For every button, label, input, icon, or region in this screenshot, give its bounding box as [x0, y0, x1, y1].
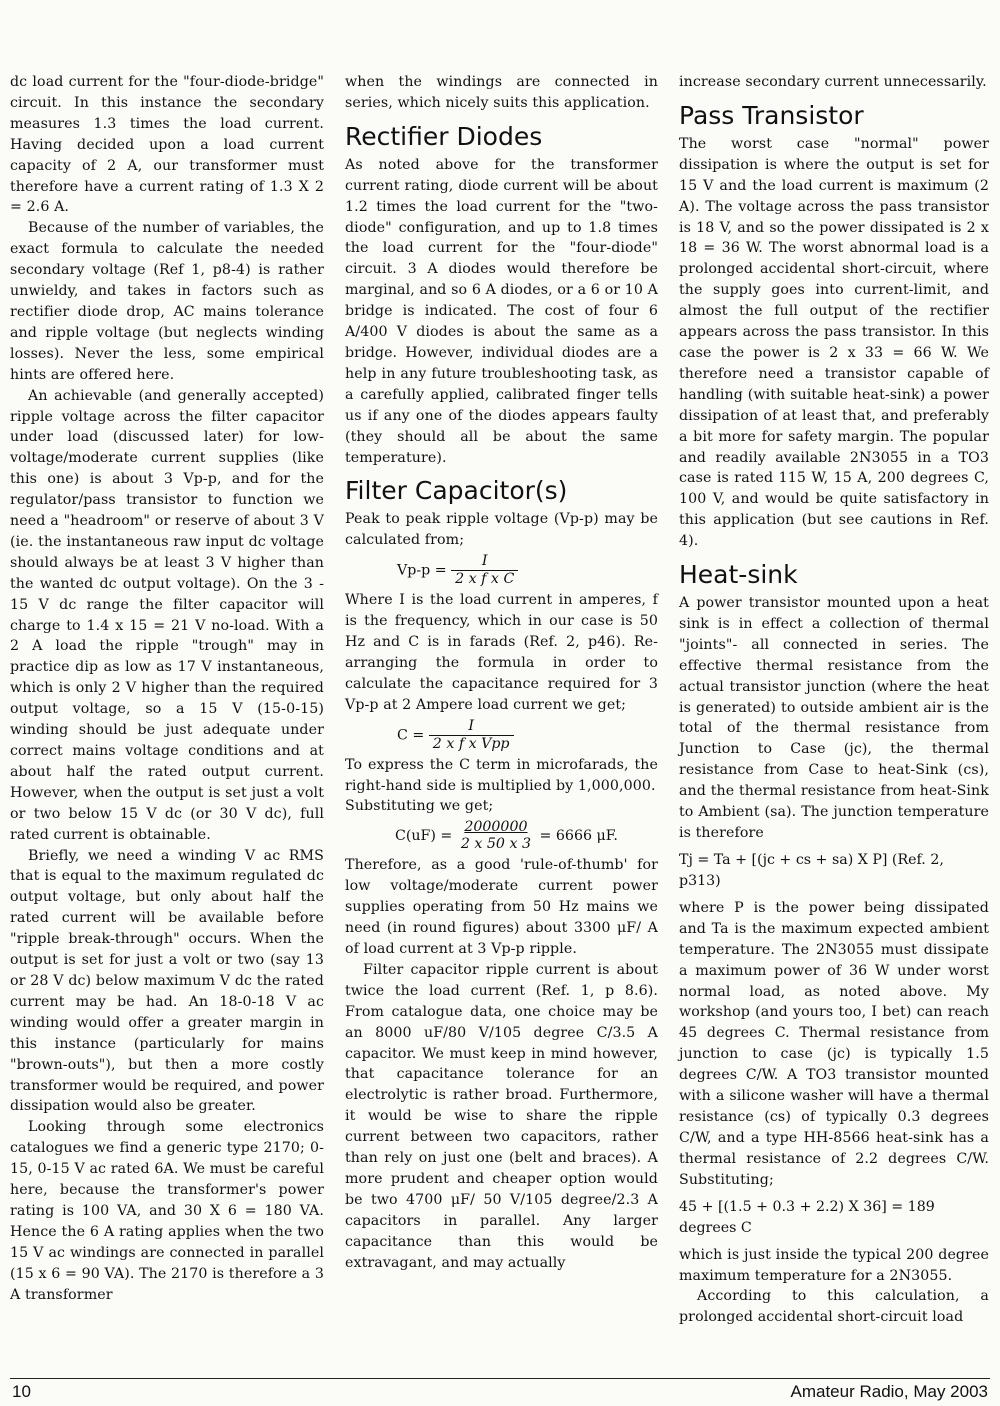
paragraph: The worst case "normal" power dissipation is where the output is set for 15 V and the load current is maximum (2 A). The voltage across the pass transistor is 18 V, and so the power dissipated is 2 x 18 = 36 W. The worst abnormal load is a prolonged accidental short-circuit, where the supply goes into current-limit, and almost the full output of the rectifier appears across the pass transistor. In this case the power is 2 x 33 = 66 W. We therefore need a transistor capable of handling (with suitable heat-sink) a power dissipation of at least that, and preferably a bit more for safety margin. The popular and readily available 2N3055 in a TO3 case is rated 115 W, 15 A, 200 degrees C, 100 V, and would be quite satisfactory in this application (but see cautions in Ref. 4).	[679, 135, 989, 550]
equation-junction-temp: Tj = Ta + [(jc + cs + sa) X P] (Ref. 2, p313)	[679, 851, 944, 889]
column-1	[10, 72, 324, 1305]
paragraph: when the windings are connected in series, which nicely suits this application.	[345, 74, 658, 111]
fraction: $\frac{I}{\text{2 x f x Vpp}}$	[429, 718, 514, 753]
footer-rule	[10, 1378, 990, 1379]
paragraph: Briefly, we need a winding V ac RMS that is equal to the maximum regulated dc output voltage, but only about half the rated current will be available before "ripple break-through" occurs. When the output is set for just a volt or two (say 13 or 28 V dc) below maximum V dc the rated current may be had. An 18-0-18 V ac winding would offer a greater margin in this instance (particularly for mains "brown-outs"), but then a more costly transformer would be required, and power dissipation would also be greater.	[10, 847, 324, 1115]
fraction: $\frac{2000000}{2 x 50 x 3}$	[460, 819, 531, 853]
paragraph: Substituting we get;	[345, 798, 494, 815]
paragraph: which is just inside the typical 200 degree maximum temperature for a 2N3055.	[679, 1246, 989, 1284]
paragraph: where P is the power being dissipated and Ta is the maximum expected ambient temperature. The 2N3055 must dissipate a maximum power of 36 W under worst normal load, as noted above. My workshop (and yours too, I bet) can reach 45 degrees C. Thermal resistance from junction to case (jc) is typically 1.5 degrees C/W. A TO3 transistor mounted with a silicone washer will have a thermal resistance (cs) of typically 0.3 degrees C/W, and a type HH-8566 heat-sink has a thermal resistance of 2.2 degrees C/W. Substituting;	[679, 899, 989, 1188]
column-2	[345, 72, 658, 1274]
column-3	[679, 72, 989, 1328]
paragraph: An achievable (and generally accepted) ripple voltage across the filter capacitor under load (discussed later) for low-voltage/moderate current supplies (like this one) is about 3 Vp-p, and for the regulator/pass transistor to function we need a "headroom" or reserve of about 3 V (ie. the instantaneous raw input dc voltage should always be at least 3 V higher than the wanted dc output voltage). On the 3 - 15 V dc range the filter capacitor will charge to 1.4 x 15 = 21 V no-load. With a 2 A load the ripple "trough" may in practice dip as low as 17 V instantaneous, which is only 2 V higher than the required output voltage, so a 15 V (15-0-15) winding should be just adequate under correct mains voltage conditions and at about half the rated output current. However, when the output is set just a volt or two below 15 V dc (or 30 V dc), full rated current is obtainable.	[10, 387, 324, 843]
paragraph: Filter capacitor ripple current is about twice the load current (Ref. 1, p 8.6). From catalogue data, one choice may be an 8000 uF/80 V/105 degree C/3.5 A capacitor. We must keep in mind however, that capacitance tolerance for an electrolytic is rather broad. Furthermore, it would be wise to share the ripple current between two capacitors, rather than rely on just one (belt and braces). A more prudent and cheaper option would be two 4700 μF/ 50 V/105 degree/2.3 A capacitors in parallel. Any larger capacitance than this would be extravagant, and may actually	[345, 961, 658, 1271]
page-number: 10	[12, 1382, 31, 1401]
paragraph: Where I is the load current in amperes, f is the frequency, which in our case is 50 Hz and C is in farads (Ref. 2, p46). Re-arranging the formula in order to calculate the capacitance required for 3 Vp-p at 2 Ampere load current we get;	[345, 592, 658, 713]
equation-temp-substitution: 45 + [(1.5 + 0.3 + 2.2) X 36] = 189 degrees C	[679, 1198, 935, 1236]
fraction: $\frac{I}{\text{2 x f x C}}$	[451, 553, 518, 588]
paragraph: Peak to peak ripple voltage (Vp-p) may be calculated from;	[345, 511, 658, 549]
paragraph: Because of the number of variables, the exact formula to calculate the needed secondary voltage (Ref 1, p8-4) is rather unwieldy, and takes in factors such as rectifier diode drop, AC mains tolerance and ripple voltage (but neglects winding losses). Never the less, some empirical hints are offered here.	[10, 220, 324, 383]
section-heading-rectifier-diodes: Rectifier Diodes	[345, 121, 543, 151]
section-heading-heat-sink: Heat-sink	[679, 560, 798, 590]
paragraph: As noted above for the transformer current rating, diode current will be about 1.2 times the load current for the "two-diode" configuration, and up to 1.8 times the load current for the "four-diode" circuit. 3 A diodes would therefore be marginal, and so 6 A diodes, or a 6 or 10 A bridge is indicated. The cost of four 6 A/400 V diodes is about the same as a bridge. However, individual diodes are a help in any future troubleshooting task, as a carefully applied, calibrated finger tells us if any one of the diodes appears faulty (they should all be about the same temperature).	[345, 156, 658, 466]
equation-ripple: Vp-p = $\frac{I}{\text{2 x f x C}}$	[345, 553, 658, 588]
paragraph: Therefore, as a good 'rule-of-thumb' for low voltage/moderate current power supplies operating from 50 Hz mains we need (in round figures) about 3300 μF/ A of load current at 3 Vp-p ripple.	[345, 857, 658, 957]
paragraph: According to this calculation, a prolonged accidental short-circuit load	[679, 1288, 989, 1326]
equation-capacitance: C = $\frac{I}{\text{2 x f x Vpp}}$	[345, 718, 658, 753]
paragraph: Looking through some electronics catalogues we find a generic type 2170; 0-15, 0-15 V ac rated 6A. We must be careful here, because the transformer's power rating is 100 VA, and 30 X 6 = 180 VA. Hence the 6 A rating applies when the two 15 V ac windings are connected in parallel (15 x 6 = 90 VA). The 2170 is therefore a 3 A transformer	[10, 1119, 324, 1303]
paragraph: increase secondary current unnecessarily.	[679, 74, 987, 90]
equation-substitution: C(uF) = $\frac{2000000}{2 x 50 x 3}$ = 6666 μF.	[395, 819, 618, 853]
paragraph: dc load current for the "four-diode-bridge" circuit. In this instance the secondary measures 1.3 times the load current. Having decided upon a load current capacity of 2 A, our transformer must therefore have a current rating of 1.3 X 2 = 2.6 A.	[10, 74, 324, 216]
paragraph: To express the C term in microfarads, the right-hand side is multiplied by 1,000,000.	[345, 756, 658, 794]
paragraph: A power transistor mounted upon a heat sink is in effect a collection of thermal "joints"- all connected in series. The effective thermal resistance from the actual transistor junction (where the heat is generated) to outside ambient air is the total of the thermal resistance from Junction to Case (jc), the thermal resistance from Case to heat-Sink (cs), and the thermal resistance from heat-Sink to Ambient (sa). The junction temperature is therefore	[679, 595, 989, 841]
section-heading-filter-capacitors: Filter Capacitor(s)	[345, 476, 568, 506]
section-heading-pass-transistor: Pass Transistor	[679, 100, 864, 130]
publication-footer: Amateur Radio, May 2003	[790, 1382, 988, 1401]
